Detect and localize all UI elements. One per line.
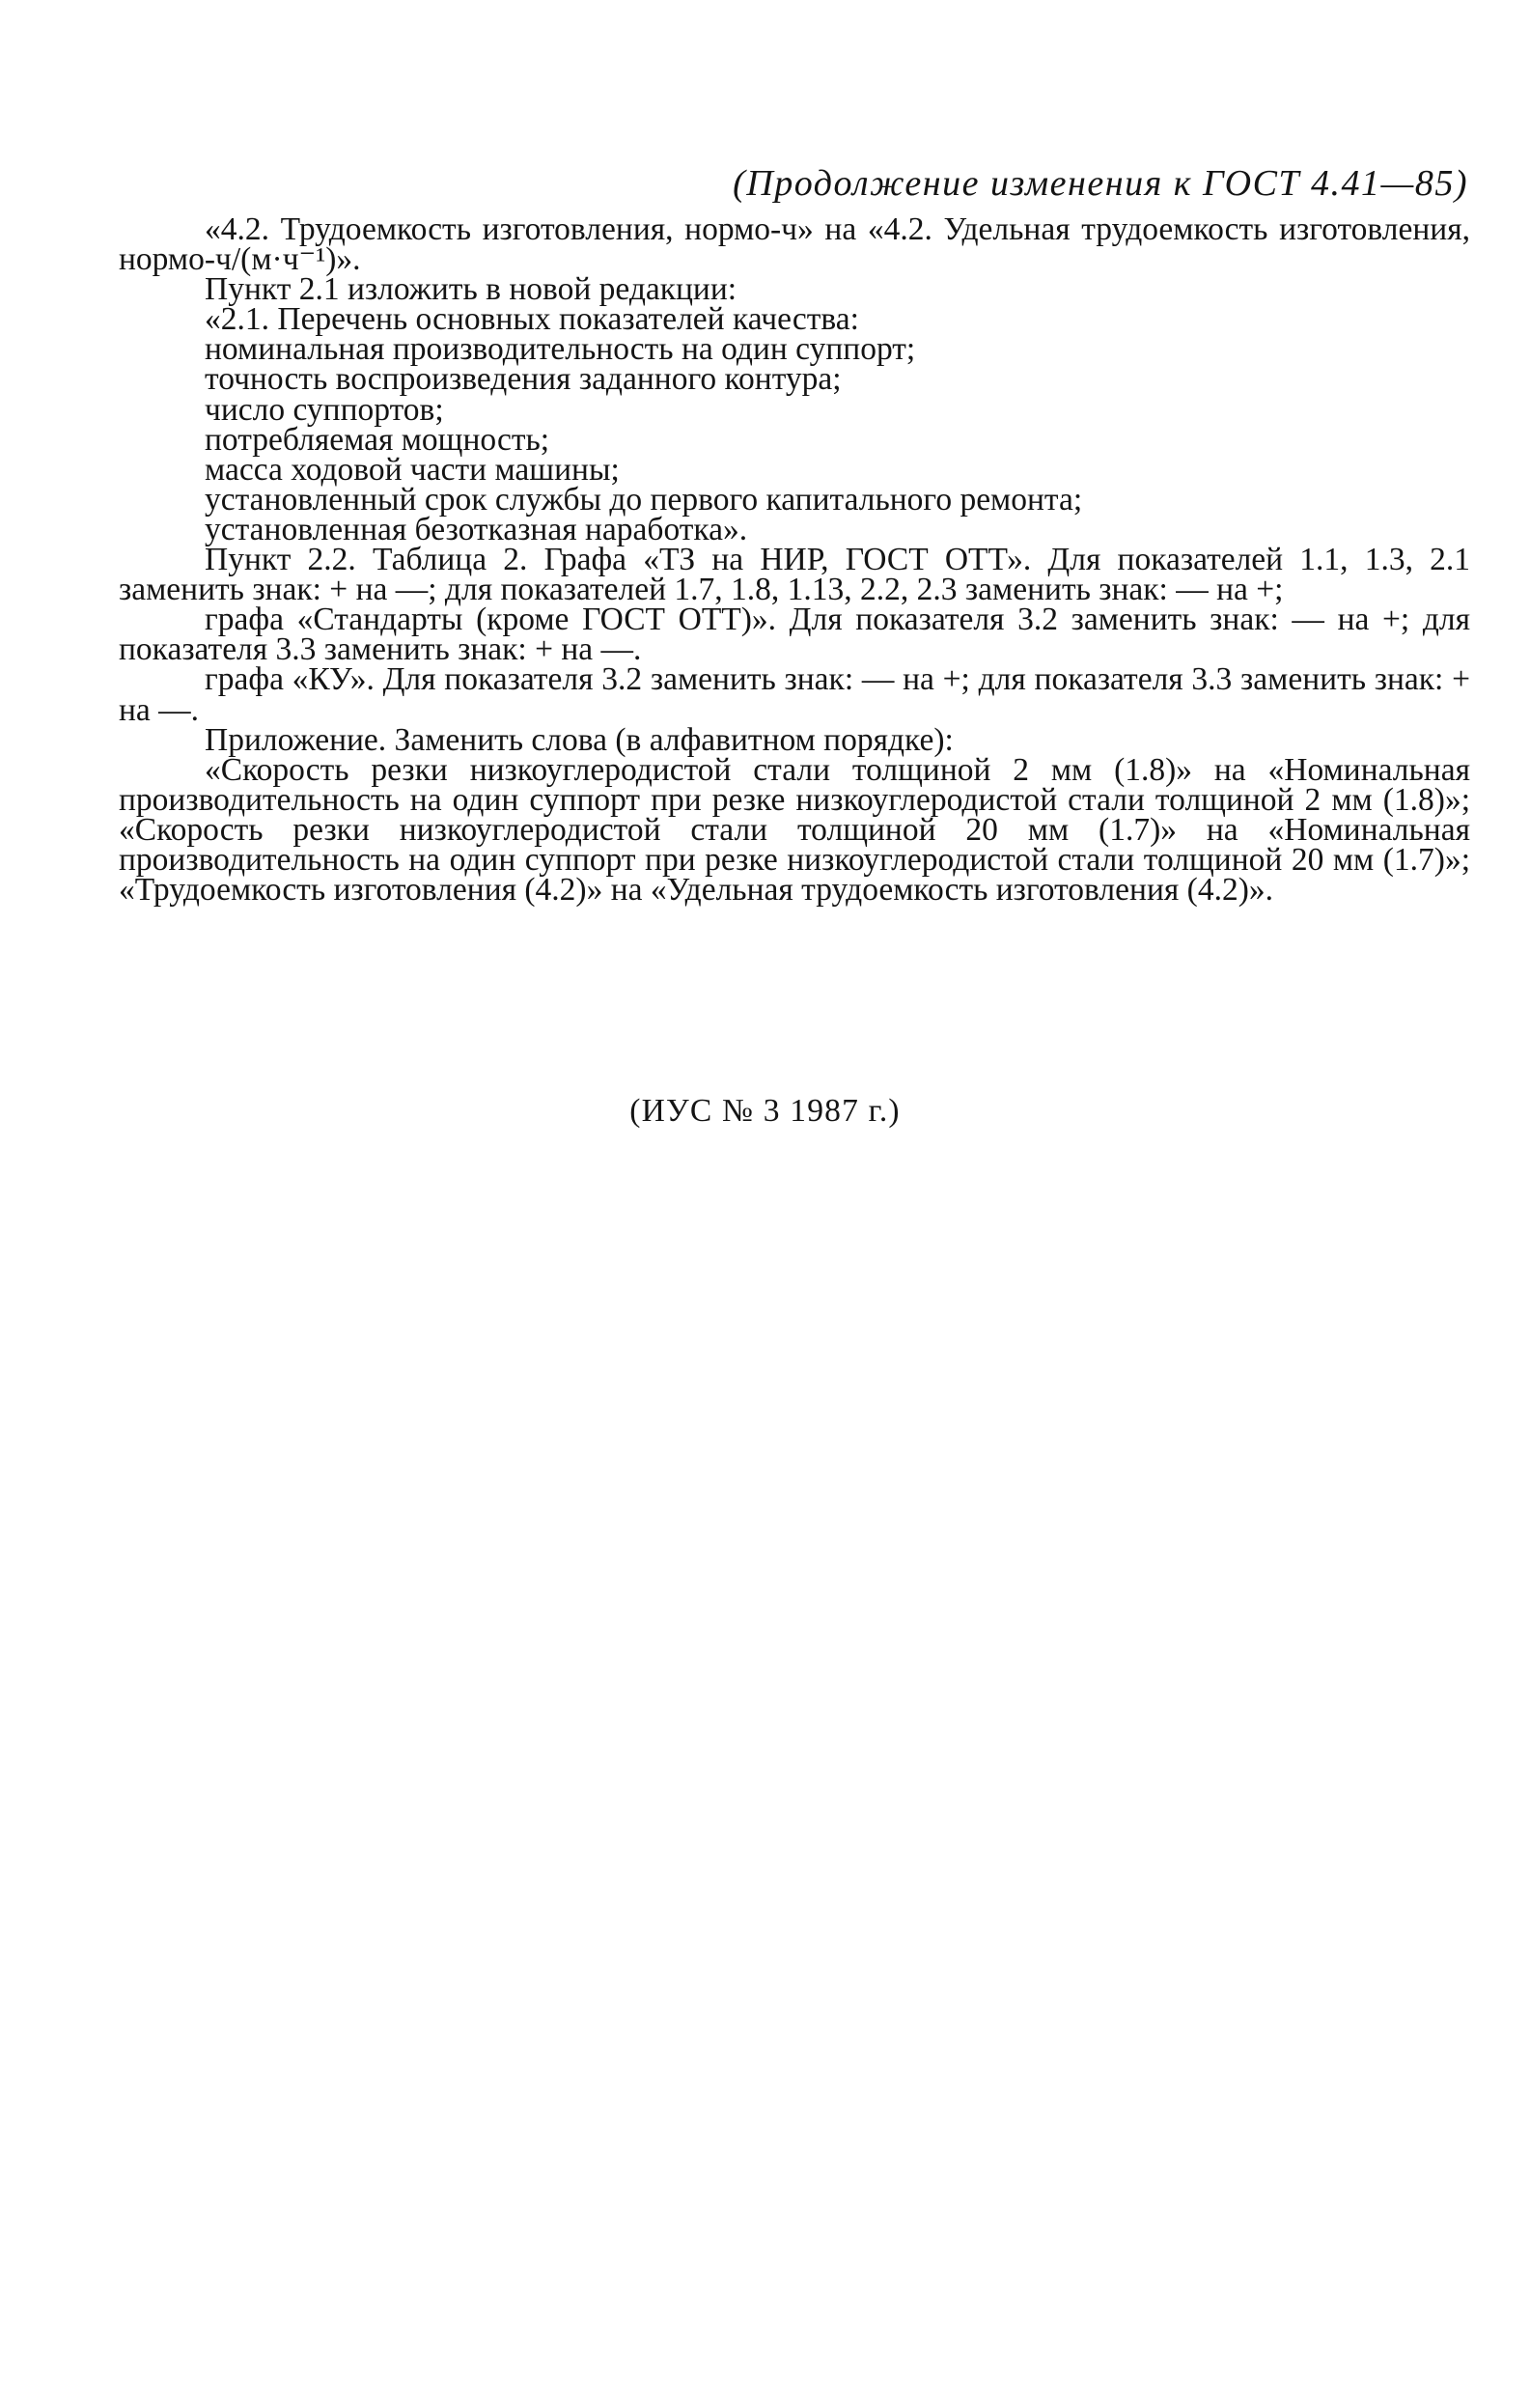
- paragraph-list-intro: «2.1. Перечень основных показателей качества:: [205, 301, 859, 338]
- paragraph-point-2-2: Пункт 2.2. Таблица 2. Графа «ТЗ на НИР, ГОСТ ОТТ». Для показателей 1.1, 1.3, 2.1 заменить знак: + на —; для показателей 1.7, 1.8, 1.13, 2.2, 2.3 заменить знак: — на +;: [119, 542, 1470, 608]
- source-note: (ИУС № 3 1987 г.): [629, 1093, 901, 1129]
- paragraph-change-4-2: «4.2. Трудоемкость изготовления, нормо-ч» на «4.2. Удельная трудоемкость изготовления, нормо-ч/(м·ч⁻¹)».: [119, 211, 1470, 278]
- list-item: установленная безотказная наработка».: [205, 511, 748, 547]
- document-body: [119, 211, 1470, 909]
- list-item: число суппортов;: [205, 391, 444, 428]
- list-item: потребляемая мощность;: [205, 421, 550, 458]
- running-header: (Продолжение изменения к ГОСТ 4.41—85): [733, 163, 1468, 204]
- list-item: установленный срок службы до первого капитального ремонта;: [205, 481, 1083, 518]
- list-item: точность воспроизведения заданного контура;: [205, 361, 842, 398]
- paragraph-ku-column: графа «КУ». Для показателя 3.2 заменить знак: — на +; для показателя 3.3 заменить знак: + на —.: [119, 661, 1470, 728]
- paragraph-standards-column: графа «Стандарты (кроме ГОСТ ОТТ)». Для показателя 3.2 заменить знак: — на +; для показателя 3.3 заменить знак: + на —.: [119, 602, 1470, 668]
- paragraph-point-2-1: Пункт 2.1 изложить в новой редакции:: [205, 271, 737, 308]
- paragraph-replacements: «Скорость резки низкоуглеродистой стали толщиной 2 мм (1.8)» на «Номинальная производительность на один суппорт при резке низкоуглеродистой стали толщиной 2 мм (1.8)»; «Скорость резки низкоуглеродистой стали толщиной 20 мм (1.7)» на «Номинальная производительность на один суппорт при резке низкоуглеродистой стали толщиной 20 мм (1.7)»; «Трудоемкость изготовления (4.2)» на «Удельная трудоемкость изготовления (4.2)».: [119, 751, 1470, 909]
- list-item: номинальная производительность на один суппорт;: [205, 331, 916, 368]
- paragraph-appendix: Приложение. Заменить слова (в алфавитном порядке):: [205, 721, 954, 758]
- list-item: масса ходовой части машины;: [205, 451, 620, 488]
